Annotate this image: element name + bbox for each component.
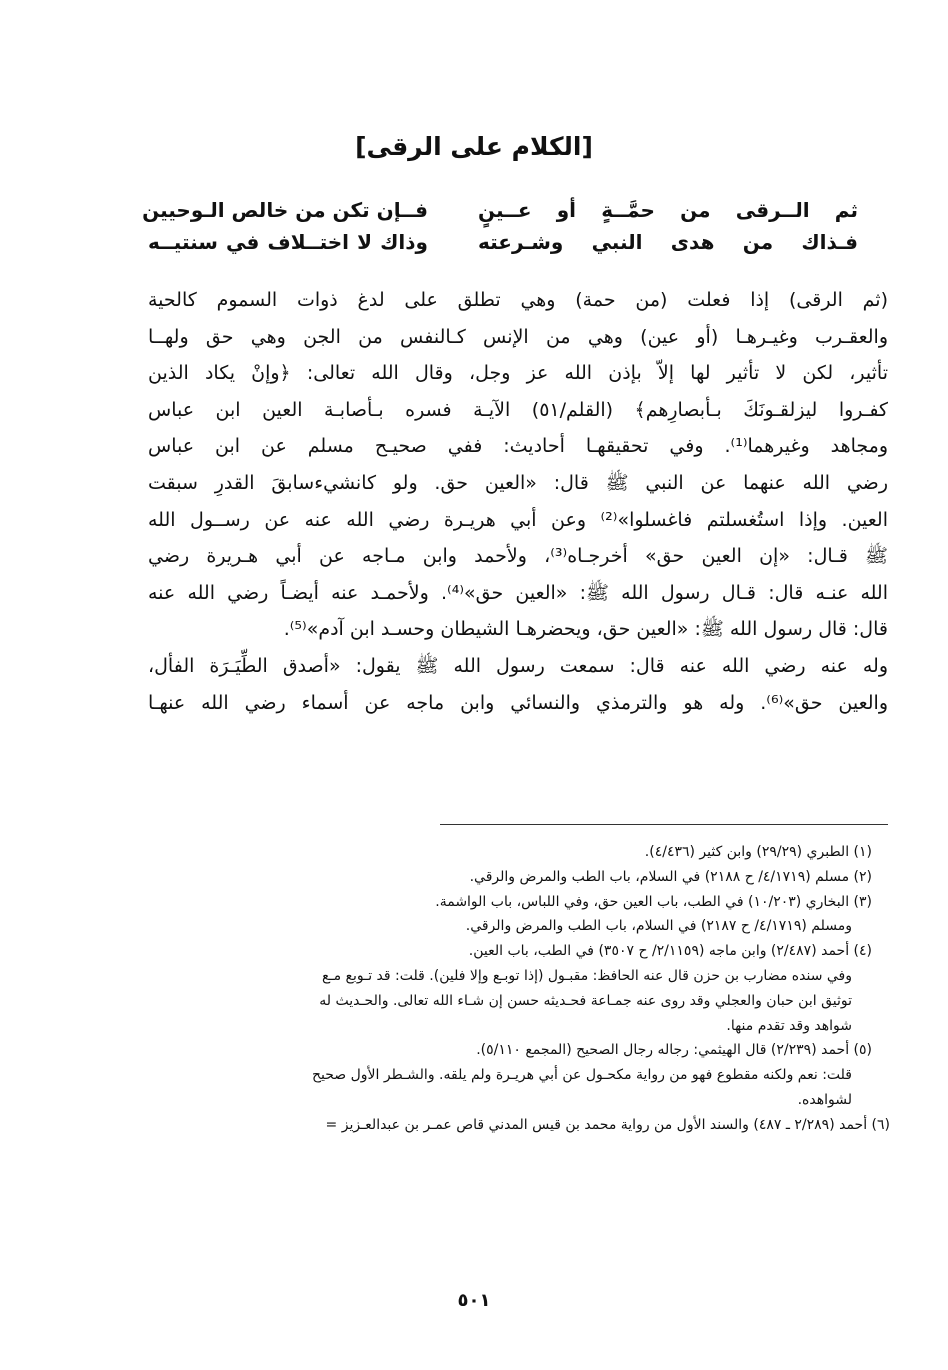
body-line: العين. وإذا استُغسلتم فاغسلوا»⁽²⁾ وعن أبي هريـرة رضي الله عنه عن رســول الله: [148, 508, 888, 531]
verse-2-second-hemistich: وذاك لا اختــلاف في سنتيــه: [148, 230, 428, 254]
footnote-2: (٢) مسلم (٤/١٧١٩/ ح ٢١٨٨) في السلام، باب الطب والمرض والرقي.: [469, 868, 872, 885]
footnote-5-note: لشواهده.: [797, 1091, 852, 1108]
body-line: تأثير، لكن لا تأثير لها إلاّ بإذن الله عز وجل، وقال الله تعالى: ﴿وإنْ يكاد الذين: [148, 362, 888, 385]
body-line: وله عنه رضي الله عنه قال: سمعت رسول الله ﷺ يقول: «أصدق الطِّيَـرَة الفأل،: [148, 654, 888, 677]
body-line: قال: قال رسول الله ﷺ: «العين حق، ويحضرهـا الشيطان وحسـد ابن آدم»⁽⁵⁾.: [283, 618, 888, 641]
footnote-5-note: قلت: نعم ولكنه مقطوع فهو من رواية مكحـول عن أبي هريـرة ولم يلقه. والشـطر الأول صحيح: [311, 1067, 852, 1084]
footnotes: [140, 840, 890, 1138]
body-line: والعقـرب وغيـرهـا (أو عين) وهي من الإنس كـالنفس من الجن وهي حق ولهــا: [148, 325, 888, 348]
footnote-4: (٤) أحمد (٢/٤٨٧) وابن ماجه (٢/١١٥٩/ ح ٣٥٠٧) في الطب، باب العين.: [468, 943, 872, 960]
section-title: [الكلام على الرقى]: [355, 132, 593, 161]
body-line: رضي الله عنهما عن النبي ﷺ قال: «العين حق. ولو كانشيءسابقَ القدرِ سبقت: [148, 471, 888, 494]
body-line: الله عنـه قال: قـال رسول الله ﷺ: «العين حق»⁽⁴⁾. ولأحمـد عنه أيضـاً رضي الله عنه: [148, 581, 888, 604]
footnote-separator: [440, 824, 888, 825]
verse-1-second-hemistich: فــإن تكن من خالص الـوحيين: [142, 198, 428, 222]
footnote-5: (٥) أحمد (٢/٢٣٩) قال الهيثمي: رجاله رجال الصحيح (المجمع ٥/١١٠).: [476, 1042, 872, 1059]
footnote-4-note: شواهد وقد تقدم منها.: [726, 1017, 852, 1034]
page-number: ٥٠١: [457, 1290, 491, 1311]
body-line: ومجاهد وغيرهما⁽¹⁾. وفي تحقيقهـا أحاديث: ففي صحيـح مسلم عن ابن عباس: [148, 435, 888, 458]
body-text: [148, 282, 888, 721]
footnote-3-continued: ومسلم (٤/١٧١٩/ ح ٢١٨٧) في السلام، باب الطب والمرض والرقي.: [465, 918, 852, 935]
footnote-4-note: توثيق ابن حبان والعجلي وقد روى عنه جمـاعة فحـديثه حسن إن شـاء الله تعالى. والحـديث له: [319, 992, 852, 1009]
footnote-1: (١) الطبري (٢٩/٢٩) وابن كثير (٤/٤٣٦).: [644, 844, 872, 860]
body-line: (ثم الرقى) إذا فعلت (من حمة) وهي تطلق على لدغ ذوات السموم كالحية: [148, 289, 888, 311]
body-line: ﷺ قـال: «إن العين حق» أخرجـاه⁽³⁾، ولأحمد وابن مـاجه عن أبي هـريرة رضي: [148, 545, 888, 568]
footnote-3: (٣) البخاري (١٠/٢٠٣) في الطب، باب العين حق، وفي اللباس، باب الواشمة.: [435, 893, 872, 910]
verse-1-first-hemistich: ثم الــرقى من حمَّــةٍ أو عــينٍ: [478, 198, 858, 222]
body-line: والعين حق»⁽⁶⁾. وله هو والترمذي والنسائي وابن ماجه عن أسماء رضي الله عنهـا: [148, 691, 888, 714]
verse-2-first-hemistich: فـذاك من هدى النبي وشـرعته: [478, 230, 858, 254]
footnote-6: (٦) أحمد (٢/٢٨٩ ـ ٤٨٧) والسند الأول من رواية محمد بن قيس المدني قاص عمـر بن عبدالعـزيز =: [325, 1116, 890, 1133]
body-line: كفـروا ليزلقـونَكَ بـأبصارِهم﴾ (القلم/٥١) الآيـة فسره بـأصابـة العين ابن عباس: [148, 398, 888, 421]
footnote-4-note: وفي سنده مضارب بن حزن قال عنه الحافظ: مقبـول (إذا توبـع وإلا فلين). قلت: قد تـوبع مـع: [322, 967, 852, 984]
